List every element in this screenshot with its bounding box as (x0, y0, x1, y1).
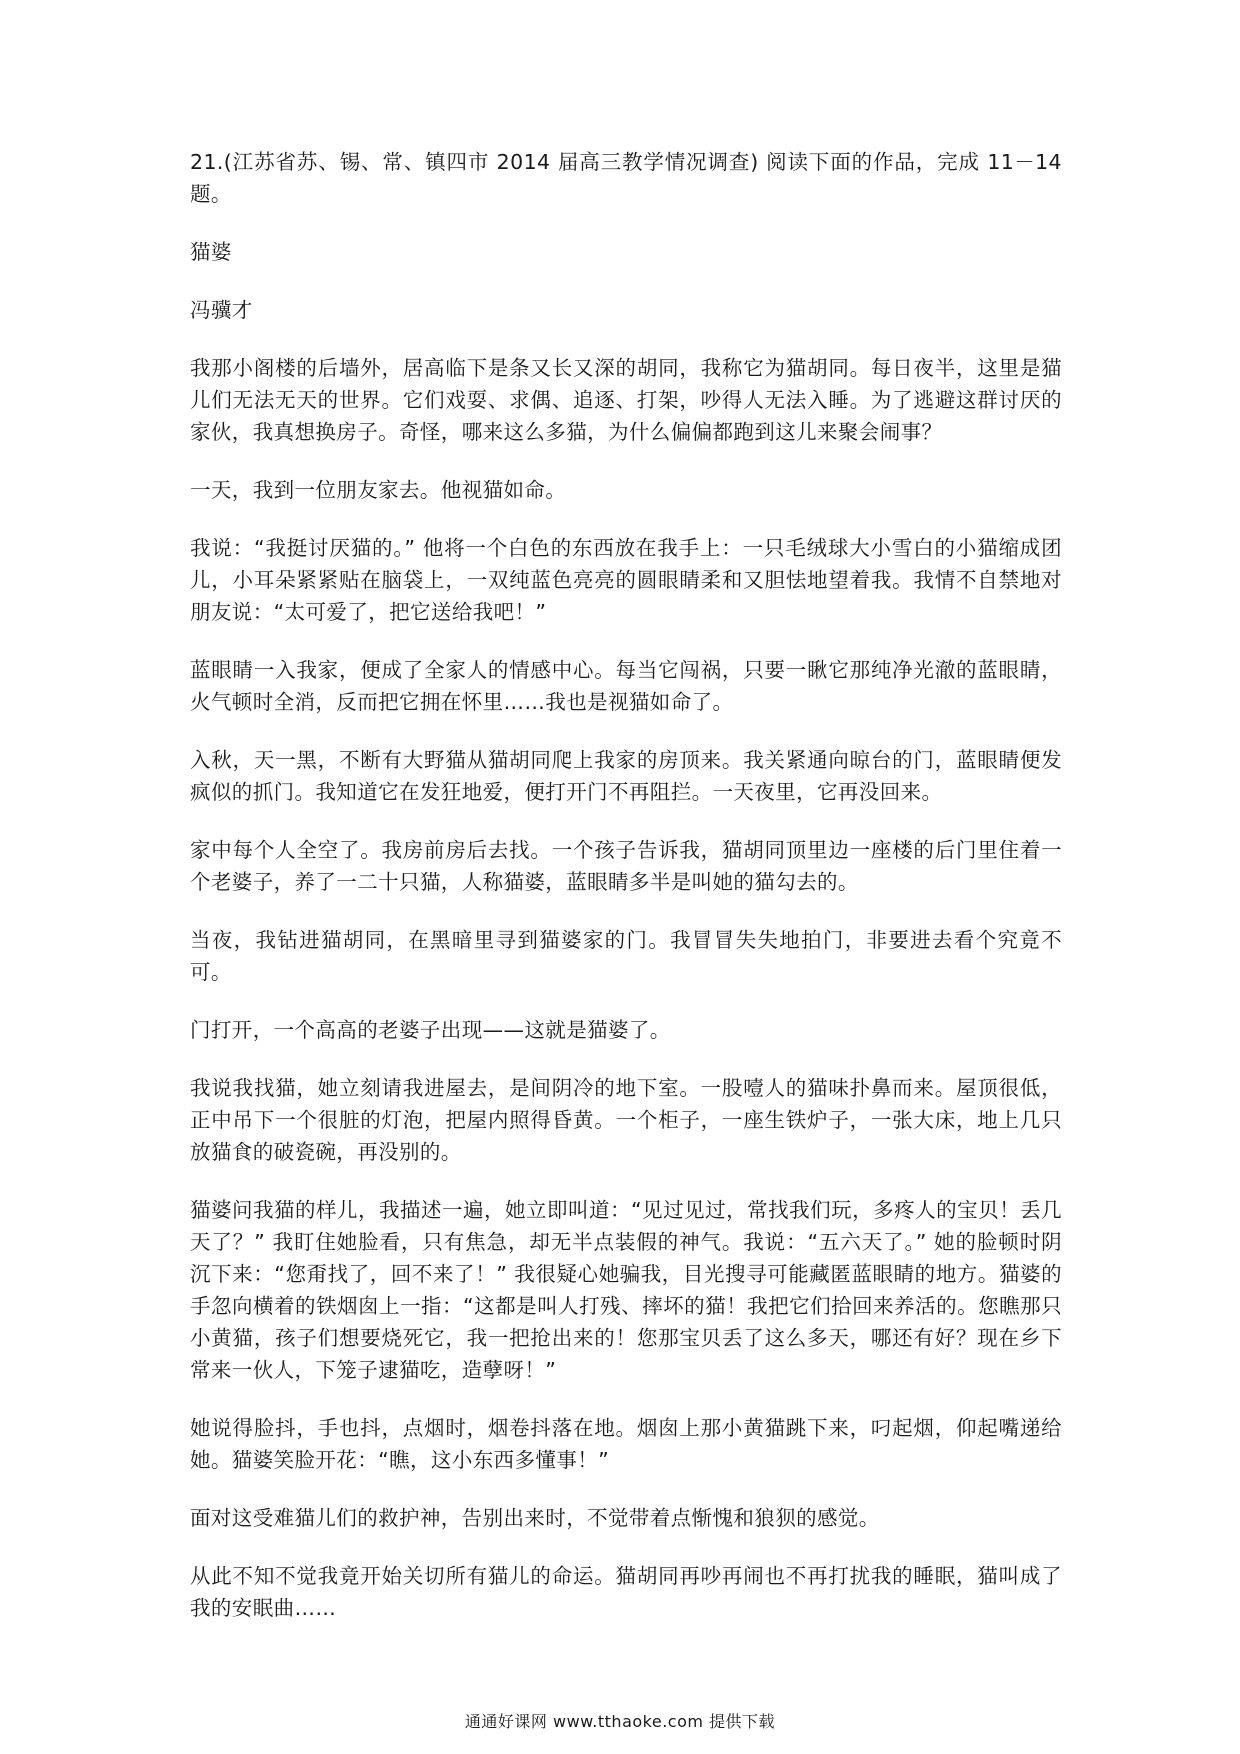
paragraph: 一天，我到一位朋友家去。他视猫如命。 (190, 478, 567, 502)
paragraph: 我说：“我挺讨厌猫的。” 他将一个白色的东西放在我手上：一只毛绒球大小雪白的小猫缩成团儿，小耳朵紧紧贴在脑袋上，一双纯蓝色亮亮的圆眼睛柔和又胆怯地望着我。我情不自禁地对朋友说：“太可爱了，把它送给我吧！” (190, 536, 1062, 624)
paragraph: 我说我找猫，她立刻请我进屋去，是间阴冷的地下室。一股噎人的猫味扑鼻而来。屋顶很低，正中吊下一个很脏的灯泡，把屋内照得昏黄。一个柜子，一座生铁炉子，一张大床，地上几只放猫食的破瓷碗，再没别的。 (190, 1076, 1062, 1164)
article-title: 猫婆 (190, 240, 232, 264)
paragraph: 我那小阁楼的后墙外，居高临下是条又长又深的胡同，我称它为猫胡同。每日夜半，这里是猫儿们无法无天的世界。它们戏耍、求偶、追逐、打架，吵得人无法入睡。为了逃避这群讨厌的家伙，我真想换房子。奇怪，哪来这么多猫，为什么偏偏都跑到这儿来聚会闹事？ (190, 356, 1062, 444)
paragraph: 从此不知不觉我竟开始关切所有猫儿的命运。猫胡同再吵再闹也不再打扰我的睡眠，猫叫成了我的安眠曲…… (190, 1564, 1062, 1620)
paragraph: 面对这受难猫儿们的救护神，告别出来时，不觉带着点惭愧和狼狈的感觉。 (190, 1506, 880, 1530)
paragraph: 她说得脸抖，手也抖，点烟时，烟卷抖落在地。烟囱上那小黄猫跳下来，叼起烟，仰起嘴递给她。猫婆笑脸开花：“瞧，这小东西多懂事！” (190, 1416, 1062, 1472)
question-intro: 21.(江苏省苏、锡、常、镇四市 2014 届高三教学情况调查) 阅读下面的作品，完成 11－14 题。 (190, 150, 1062, 206)
paragraph: 入秋，天一黑，不断有大野猫从猫胡同爬上我家的房顶来。我关紧通向晾台的门，蓝眼睛便发疯似的抓门。我知道它在发狂地爱，便打开门不再阻拦。一天夜里，它再没回来。 (190, 748, 1062, 804)
document-body (190, 146, 1062, 1650)
article-author: 冯骥才 (190, 298, 253, 322)
page-footer: 通通好课网 www.tthaoke.com 提供下载 (464, 1712, 776, 1731)
paragraph: 家中每个人全空了。我房前房后去找。一个孩子告诉我，猫胡同顶里边一座楼的后门里住着一个老婆子，养了一二十只猫，人称猫婆，蓝眼睛多半是叫她的猫勾去的。 (190, 838, 1062, 894)
paragraph: 蓝眼睛一入我家，便成了全家人的情感中心。每当它闯祸，只要一瞅它那纯净光澈的蓝眼睛，火气顿时全消，反而把它拥在怀里……我也是视猫如命了。 (190, 658, 1062, 714)
paragraph: 门打开，一个高高的老婆子出现——这就是猫婆了。 (190, 1018, 671, 1042)
paragraph: 当夜，我钻进猫胡同，在黑暗里寻到猫婆家的门。我冒冒失失地拍门，非要进去看个究竟不可。 (190, 928, 1062, 984)
paragraph: 猫婆问我猫的样儿，我描述一遍，她立即叫道：“见过见过，常找我们玩，多疼人的宝贝！丢几天了？” 我盯住她脸看，只有焦急，却无半点装假的神气。我说：“五六天了。” 她的脸顿时阴沉下来：“您甭找了，回不来了！” 我很疑心她骗我，目光搜寻可能藏匿蓝眼睛的地方。猫婆的手忽向横着的铁烟囱上一指：“这都是叫人打残、摔坏的猫！我把它们拾回来养活的。您瞧那只小黄猫，孩子们想要烧死它，我一把抢出来的！您那宝贝丢了这么多天，哪还有好？现在乡下常来一伙人，下笼子逮猫吃，造孽呀！” (190, 1198, 1062, 1382)
